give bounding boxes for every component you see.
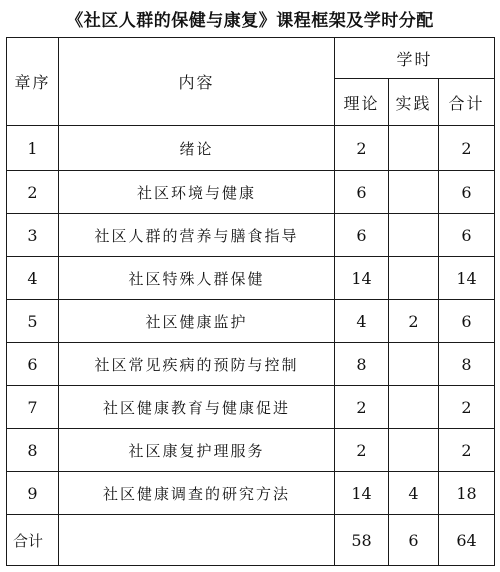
total-hours: 2	[439, 126, 495, 171]
theory-hours: 14	[335, 472, 389, 515]
theory-hours: 2	[335, 429, 389, 472]
header-content: 内容	[59, 38, 335, 126]
theory-hours: 2	[335, 386, 389, 429]
chapter-number: 3	[7, 214, 59, 257]
table-row	[7, 257, 495, 300]
chapter-content: 社区康复护理服务	[59, 429, 335, 472]
practice-hours	[389, 343, 439, 386]
chapter-content: 社区健康教育与健康促进	[59, 386, 335, 429]
chapter-content: 社区健康调查的研究方法	[59, 472, 335, 515]
total-total: 64	[439, 515, 495, 566]
total-theory: 58	[335, 515, 389, 566]
theory-hours: 2	[335, 126, 389, 171]
document-title: 《社区人群的保健与康复》课程框架及学时分配	[66, 11, 434, 31]
chapter-number: 4	[7, 257, 59, 300]
chapter-number: 1	[7, 126, 59, 171]
total-practice: 6	[389, 515, 439, 566]
header-row-top	[7, 38, 495, 79]
chapter-number: 9	[7, 472, 59, 515]
total-hours: 18	[439, 472, 495, 515]
practice-hours: 2	[389, 300, 439, 343]
total-label: 合计	[7, 515, 59, 566]
theory-hours: 4	[335, 300, 389, 343]
table-row	[7, 171, 495, 214]
theory-hours: 6	[335, 214, 389, 257]
table-row	[7, 429, 495, 472]
chapter-content: 社区环境与健康	[59, 171, 335, 214]
chapter-number: 6	[7, 343, 59, 386]
total-row	[7, 515, 495, 566]
chapter-number: 8	[7, 429, 59, 472]
chapter-content: 社区健康监护	[59, 300, 335, 343]
total-hours: 2	[439, 429, 495, 472]
practice-hours	[389, 386, 439, 429]
header-hours: 学时	[335, 38, 495, 79]
total-hours: 8	[439, 343, 495, 386]
table-row	[7, 214, 495, 257]
theory-hours: 6	[335, 171, 389, 214]
total-hours: 6	[439, 300, 495, 343]
header-theory: 理论	[335, 79, 389, 126]
table-row	[7, 472, 495, 515]
practice-hours	[389, 257, 439, 300]
chapter-content: 绪论	[59, 126, 335, 171]
practice-hours: 4	[389, 472, 439, 515]
practice-hours	[389, 126, 439, 171]
chapter-content: 社区特殊人群保健	[59, 257, 335, 300]
course-hours-table	[6, 37, 495, 566]
chapter-content: 社区人群的营养与膳食指导	[59, 214, 335, 257]
total-hours: 6	[439, 214, 495, 257]
chapter-number: 2	[7, 171, 59, 214]
total-content	[59, 515, 335, 566]
chapter-number: 7	[7, 386, 59, 429]
theory-hours: 8	[335, 343, 389, 386]
total-hours: 14	[439, 257, 495, 300]
theory-hours: 14	[335, 257, 389, 300]
table-row	[7, 126, 495, 171]
header-chapter: 章序	[7, 38, 59, 126]
practice-hours	[389, 214, 439, 257]
practice-hours	[389, 171, 439, 214]
total-hours: 6	[439, 171, 495, 214]
chapter-content: 社区常见疾病的预防与控制	[59, 343, 335, 386]
header-total: 合计	[439, 79, 495, 126]
table-row	[7, 300, 495, 343]
table-row	[7, 386, 495, 429]
chapter-number: 5	[7, 300, 59, 343]
header-practice: 实践	[389, 79, 439, 126]
table-row	[7, 343, 495, 386]
total-hours: 2	[439, 386, 495, 429]
practice-hours	[389, 429, 439, 472]
